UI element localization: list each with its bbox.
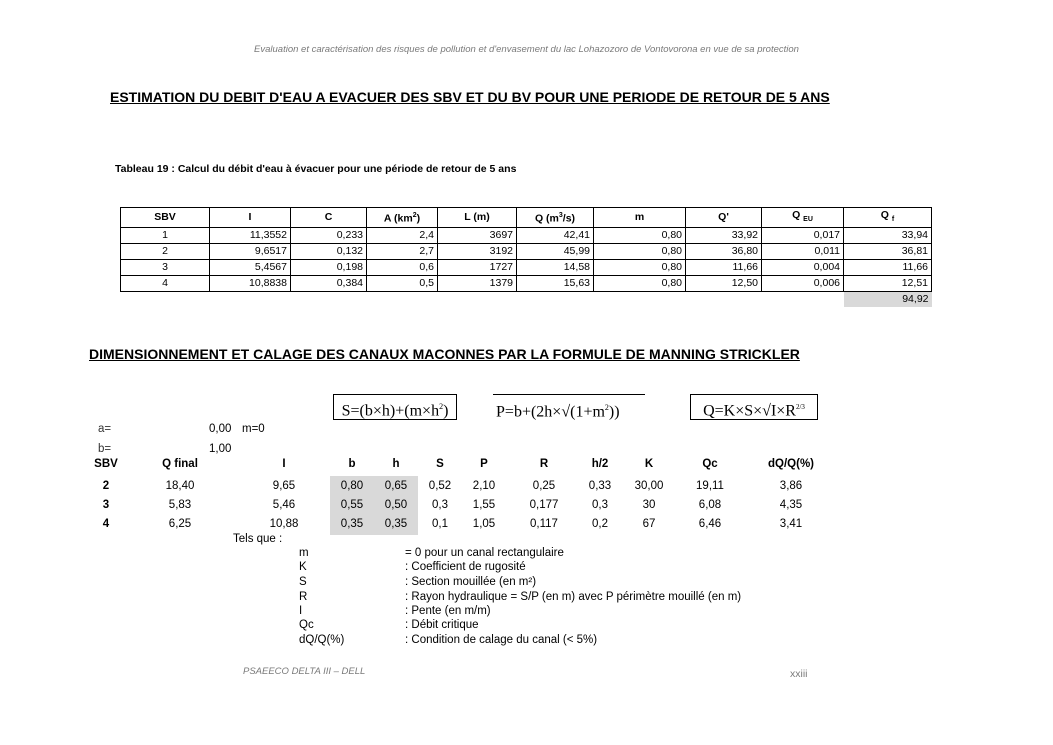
- legend-intro: Tels que :: [233, 533, 283, 545]
- legend-def: : Condition de calage du canal (< 5%): [405, 634, 598, 646]
- t2-cell: 3,86: [779, 480, 803, 492]
- table-row: [121, 276, 932, 292]
- t2-cell: 0,80: [340, 480, 364, 492]
- table-cell: 0,132: [291, 244, 367, 260]
- t2-cell: 0,65: [384, 480, 408, 492]
- t2-cell: 5,83: [168, 499, 192, 511]
- legend-def: : Coefficient de rugosité: [405, 561, 526, 573]
- footer-project: PSAEECO DELTA III – DELL: [243, 666, 366, 677]
- table-cell: 2: [121, 244, 210, 260]
- col-a: A $(km^2)$: [367, 208, 438, 228]
- section-title-debit: ESTIMATION DU DEBIT D'EAU A EVACUER DES SBV ET DU BV POUR UNE PERIODE DE RETOUR DE 5 ANS: [110, 89, 830, 105]
- table-cell: 0,384: [291, 276, 367, 292]
- t2-cell: 2: [102, 480, 110, 492]
- t2-header: Q final: [162, 458, 198, 470]
- formula-section: $S=(b\times h)+(m\times h^2)$: [333, 394, 457, 420]
- table-cell: 0,011: [762, 244, 844, 260]
- table-cell: 12,51: [844, 276, 932, 292]
- col-qf: Q $_f$: [844, 208, 932, 228]
- table-cell: 0,004: [762, 260, 844, 276]
- table-cell: 45,99: [517, 244, 594, 260]
- t2-cell: 67: [642, 518, 656, 530]
- table-cell: 15,63: [517, 276, 594, 292]
- t2-cell: 1,05: [472, 518, 496, 530]
- t2-header: h/2: [591, 458, 609, 470]
- legend-term: Qc: [299, 619, 314, 631]
- table-cell: 0,233: [291, 228, 367, 244]
- table-cell: 11,66: [844, 260, 932, 276]
- table-cell: 10,8838: [210, 276, 291, 292]
- table-cell: 0,80: [594, 276, 686, 292]
- table-cell: 4: [121, 276, 210, 292]
- table-cell: 36,80: [686, 244, 762, 260]
- total-row: [121, 292, 932, 308]
- debit-table: [120, 207, 932, 307]
- t2-cell: 3: [102, 499, 110, 511]
- formula-discharge: $Q=K\times S\times√I\times R^{2/3}$: [690, 394, 818, 420]
- col-q: Q $(m^3/s)$: [517, 208, 594, 228]
- t2-cell: 0,50: [384, 499, 408, 511]
- total-value: 94,92: [844, 292, 932, 308]
- legend-def: = 0 pour un canal rectangulaire: [405, 547, 564, 559]
- t2-header: I: [282, 458, 286, 470]
- t2-cell: 4: [102, 518, 110, 530]
- t2-cell: 0,177: [529, 499, 559, 511]
- table-cell: 0,198: [291, 260, 367, 276]
- t2-cell: 19,11: [696, 480, 724, 492]
- table-cell: 14,58: [517, 260, 594, 276]
- t2-cell: 9,65: [272, 480, 296, 492]
- t2-cell: 0,33: [588, 480, 612, 492]
- table-cell: 0,80: [594, 244, 686, 260]
- table-cell: 0,006: [762, 276, 844, 292]
- param-b-value: 1,00: [209, 443, 232, 455]
- param-a-value: 0,00: [209, 423, 232, 435]
- t2-header: h: [392, 458, 400, 470]
- t2-header: b: [348, 458, 356, 470]
- table-cell: 0,80: [594, 260, 686, 276]
- legend-def: : Débit critique: [405, 619, 479, 631]
- table-cell: 2,4: [367, 228, 438, 244]
- t2-cell: 1,55: [472, 499, 496, 511]
- t2-header: Qc: [702, 458, 718, 470]
- table-row: [121, 244, 932, 260]
- param-b-label: b=: [98, 443, 112, 455]
- t2-cell: 30: [642, 499, 656, 511]
- table-cell: 0,5: [367, 276, 438, 292]
- table-row: [121, 228, 932, 244]
- col-i: I: [210, 208, 291, 228]
- t2-header: S: [436, 458, 444, 470]
- table-cell: 3: [121, 260, 210, 276]
- legend-term: R: [299, 591, 308, 603]
- col-l: L (m): [438, 208, 517, 228]
- table-cell: 0,80: [594, 228, 686, 244]
- table-cell: 1727: [438, 260, 517, 276]
- t2-cell: 0,35: [340, 518, 364, 530]
- t2-cell: 6,25: [168, 518, 192, 530]
- table-header-row: [121, 208, 932, 228]
- table-cell: 5,4567: [210, 260, 291, 276]
- t2-cell: 0,25: [532, 480, 556, 492]
- legend-term: I: [299, 605, 303, 617]
- t2-cell: 0,117: [530, 518, 558, 530]
- page-header: Evaluation et caractérisation des risques de pollution et d'envasement du lac Lohazozoro de Vontovorona en vue de sa protection: [254, 44, 799, 55]
- table-cell: 42,41: [517, 228, 594, 244]
- t2-cell: 2,10: [472, 480, 496, 492]
- legend-term: m: [299, 547, 309, 559]
- table-cell: 11,66: [686, 260, 762, 276]
- t2-cell: 6,08: [698, 499, 722, 511]
- table-cell: 36,81: [844, 244, 932, 260]
- t2-cell: 10,88: [269, 518, 299, 530]
- legend-def: : Pente (en m/m): [405, 605, 491, 617]
- t2-header: dQ/Q(%): [768, 458, 814, 470]
- col-m: m: [594, 208, 686, 228]
- legend-term: dQ/Q(%): [299, 634, 345, 646]
- table-cell: 0,6: [367, 260, 438, 276]
- table-cell: 12,50: [686, 276, 762, 292]
- t2-header: P: [480, 458, 488, 470]
- table-cell: 3697: [438, 228, 517, 244]
- t2-cell: 0,1: [432, 518, 448, 530]
- formula-perimeter: $P=b+(2h\times√(1+m^2))$: [493, 394, 645, 419]
- legend-def: : Rayon hydraulique = S/P (en m) avec P périmètre mouillé (en m): [405, 591, 742, 603]
- t2-cell: 0,3: [432, 499, 448, 511]
- t2-cell: 0,52: [428, 480, 452, 492]
- table-cell: 33,92: [686, 228, 762, 244]
- t2-header: R: [539, 458, 549, 470]
- t2-header: SBV: [94, 458, 118, 470]
- t2-cell: 6,46: [698, 518, 722, 530]
- t2-cell: 3,41: [779, 518, 803, 530]
- table-cell: 9,6517: [210, 244, 291, 260]
- table-row: [121, 260, 932, 276]
- section-title-manning: DIMENSIONNEMENT ET CALAGE DES CANAUX MACONNES PAR LA FORMULE DE MANNING STRICKLER: [89, 346, 800, 362]
- col-qprime: Q': [686, 208, 762, 228]
- table-cell: 11,3552: [210, 228, 291, 244]
- page-number: xxiii: [790, 668, 808, 680]
- t2-cell: 0,3: [592, 499, 608, 511]
- legend-term: K: [299, 561, 307, 573]
- col-c: C: [291, 208, 367, 228]
- table-cell: 33,94: [844, 228, 932, 244]
- param-a-label: a=: [98, 423, 112, 435]
- col-qeu: Q $_{EU}$: [762, 208, 844, 228]
- table-cell: 1379: [438, 276, 517, 292]
- t2-cell: 30,00: [634, 480, 664, 492]
- legend-term: S: [299, 576, 307, 588]
- table-cell: 0,017: [762, 228, 844, 244]
- table-cell: 1: [121, 228, 210, 244]
- table-caption: Tableau 19 : Calcul du débit d'eau à évacuer pour une période de retour de 5 ans: [115, 163, 517, 175]
- t2-cell: 18,40: [165, 480, 195, 492]
- t2-cell: 0,2: [592, 518, 608, 530]
- t2-header: K: [644, 458, 654, 470]
- table-cell: 3192: [438, 244, 517, 260]
- t2-cell: 0,35: [384, 518, 408, 530]
- t2-cell: 0,55: [340, 499, 364, 511]
- t2-cell: 4,35: [779, 499, 803, 511]
- legend-def: : Section mouillée (en m²): [405, 576, 537, 588]
- t2-cell: 5,46: [272, 499, 296, 511]
- param-m-label: m=0: [242, 423, 265, 435]
- table-cell: 2,7: [367, 244, 438, 260]
- col-sbv: SBV: [121, 208, 210, 228]
